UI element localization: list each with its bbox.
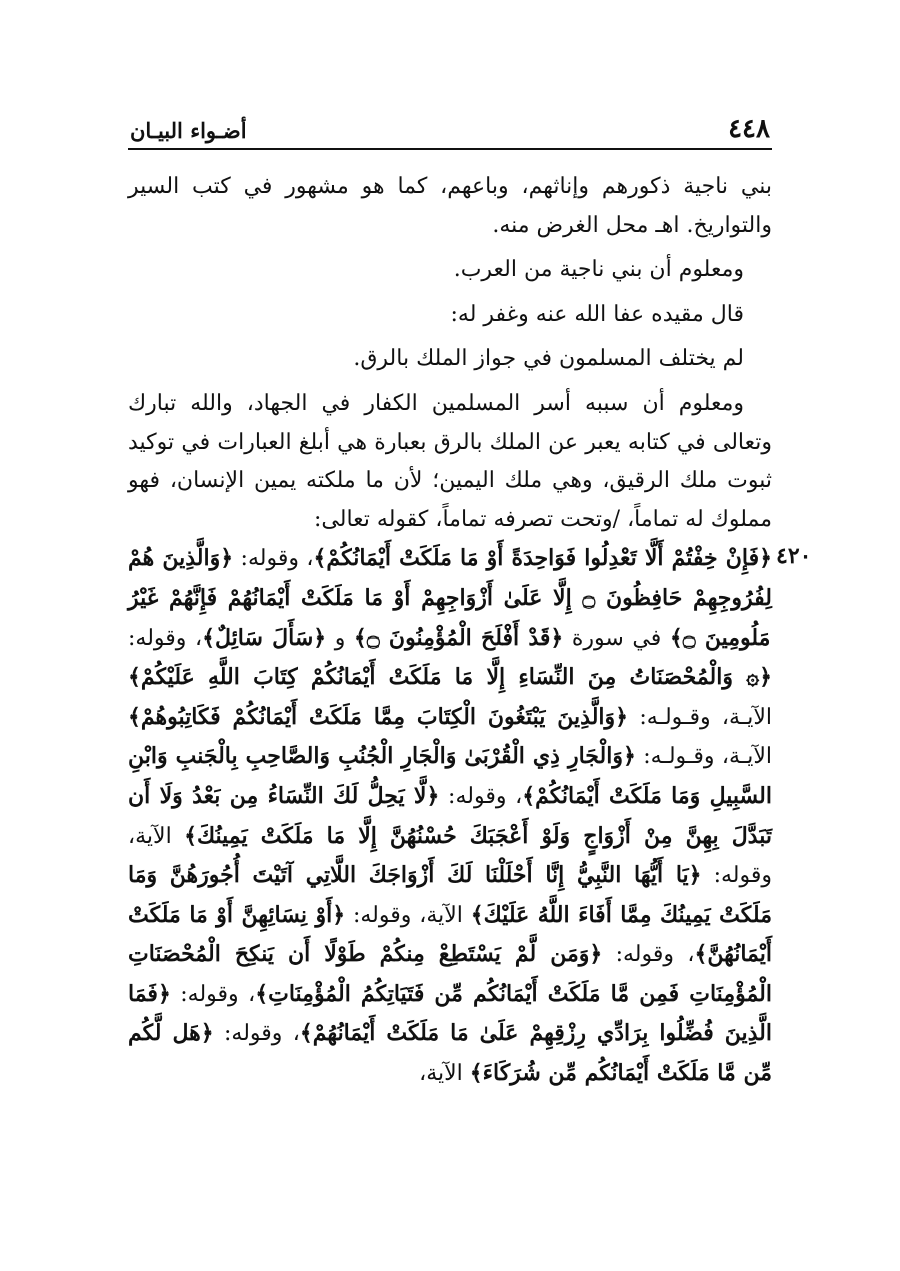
quran-verse: ﴿وَالَّذِينَ هُمْ لِفُرُوجِهِمْ حَافِظُونَ ۝ إِلَّا عَلَىٰ أَزْوَاجِهِمْ أَوْ مَا مَلَكَتْ أَيْمَانُهُمْ فَإِنَّهُمْ غَيْرُ مَلُومِينَ ۝﴾: [128, 545, 772, 651]
quran-verse: ﴿فَمَا الَّذِينَ فُضِّلُوا بِرَادِّي رِزْقِهِمْ عَلَىٰ مَا مَلَكَتْ أَيْمَانُهُمْ﴾: [128, 980, 772, 1047]
connector-text: الآيـة، وقـولـه:: [628, 704, 773, 730]
page-number: ٤٤٨: [728, 114, 770, 144]
quran-verse: ﴿أَوْ نِسَائِهِنَّ أَوْ مَا مَلَكَتْ أَيْمَانُهُنَّ﴾: [128, 901, 772, 968]
verses-paragraph: [128, 539, 772, 1093]
connector-text: ، وقوله:: [233, 546, 314, 572]
connector-text: ، وقوله:: [602, 942, 695, 968]
quran-verse: ﴿۞ وَالْمُحْصَنَاتُ مِنَ النِّسَاءِ إِلَّا مَا مَلَكَتْ أَيْمَانُكُمْ كِتَابَ اللَّهِ عَلَيْكُمْ﴾: [128, 664, 772, 691]
quran-verse: ﴿وَالَّذِينَ يَبْتَغُونَ الْكِتَابَ مِمَّا مَلَكَتْ أَيْمَانُكُمْ فَكَاتِبُوهُمْ﴾: [128, 703, 629, 730]
paragraph: ومعلوم أن بني ناجية من العرب.: [453, 257, 744, 283]
connector-text: في سورة: [563, 625, 670, 651]
quran-verse: ﴿يَا أَيُّهَا النَّبِيُّ إِنَّا أَحْلَلْنَا لَكَ أَزْوَاجَكَ اللَّاتِي آتَيْتَ أُجُورَهُنَّ وَمَا مَلَكَتْ يَمِينُكَ مِمَّا أَفَاءَ اللَّهُ عَلَيْكَ﴾: [128, 862, 772, 928]
paragraph: لم يختلف المسلمون في جواز الملك بالرق.: [353, 346, 744, 372]
margin-page-reference: ٤٢٠: [776, 543, 812, 569]
quran-verse: ﴿قَدْ أَفْلَحَ الْمُؤْمِنُونَ ۝﴾: [353, 624, 564, 651]
connector-text: ، وقوله:: [128, 625, 203, 651]
paragraph: ومعلوم أن سببه أسر المسلمين الكفار في الجهاد، والله تبارك وتعالى في كتابه يعبر عن الملك بالرق بعبارة هي أبلغ العبارات في توكيد ثبوت ملك الرقيق، وهي ملك اليمين؛ لأن ما ملكته يمين الإنسان، فهو مملوك له تماماً، /وتحت تصرفه تماماً، كقوله تعالى:: [128, 390, 772, 532]
book-title: أضـواء البيـان: [130, 118, 247, 143]
connector-text: ، وقوله:: [439, 783, 523, 809]
paragraph-continuation: بني ناجية ذكورهم وإناثهم، وباعهم، كما هو مشهور في كتب السير والتواريخ. اهـ محل الغرض منه.: [128, 174, 772, 238]
connector-text: الآيـة، وقـولـه:: [635, 744, 772, 770]
connector-text: الآية،: [419, 1061, 470, 1087]
quran-verse: ﴿فَإِنْ خِفْتُمْ أَلَّا تَعْدِلُوا فَوَاحِدَةً أَوْ مَا مَلَكَتْ أَيْمَانُكُمْ﴾: [313, 545, 772, 572]
quran-verse: ﴿وَمَن لَّمْ يَسْتَطِعْ مِنكُمْ طَوْلًا أَن يَنكِحَ الْمُحْصَنَاتِ الْمُؤْمِنَاتِ فَمِن مَّا مَلَكَتْ أَيْمَانُكُم مِّن فَتَيَاتِكُمُ الْمُؤْمِنَاتِ﴾: [128, 941, 773, 1007]
connector-text: الآية، وقوله:: [128, 823, 772, 889]
paragraph: قال مقيده عفا الله عنه وغفر له:: [450, 301, 744, 327]
page-body: [128, 168, 772, 1094]
quran-verse: ﴿وَالْجَارِ ذِي الْقُرْبَىٰ وَالْجَارِ الْجُنُبِ وَالصَّاحِبِ بِالْجَنبِ وَابْنِ السَّبِيلِ وَمَا مَلَكَتْ أَيْمَانُكُمْ﴾: [128, 743, 772, 809]
connector-text: و: [326, 625, 354, 651]
connector-text: ، وقوله:: [170, 981, 256, 1007]
quran-verse: ﴿هَل لَّكُم مِّن مَّا مَلَكَتْ أَيْمَانُكُم مِّن شُرَكَاءَ﴾: [128, 1020, 772, 1087]
connector-text: الآية، وقوله:: [345, 902, 471, 928]
quran-verse: ﴿لَّا يَحِلُّ لَكَ النِّسَاءُ مِن بَعْدُ وَلَا أَن تَبَدَّلَ بِهِنَّ مِنْ أَزْوَاجٍ وَلَوْ أَعْجَبَكَ حُسْنُهُنَّ إِلَّا مَا مَلَكَتْ يَمِينُكَ﴾: [128, 782, 772, 849]
page-header: [128, 112, 772, 150]
quran-verse: ﴿سَأَلَ سَائِلٌ﴾: [202, 624, 327, 651]
connector-text: ، وقوله:: [213, 1021, 300, 1047]
